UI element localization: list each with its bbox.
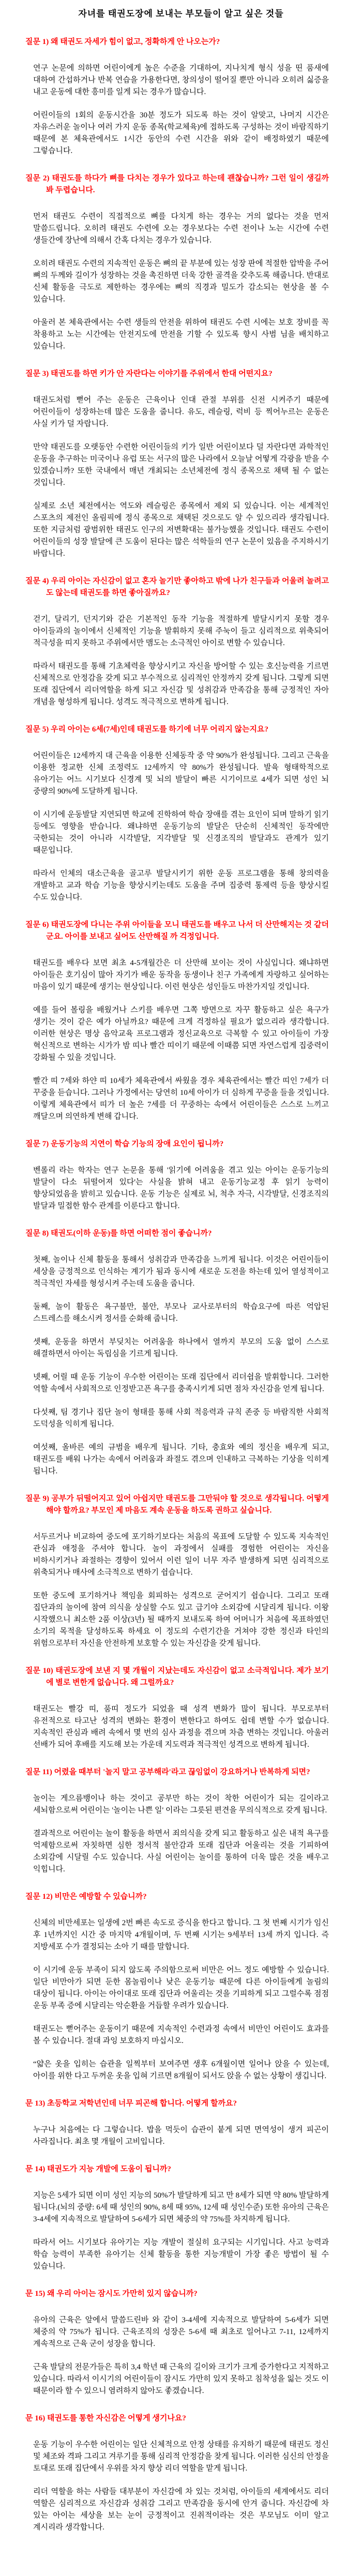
answer-paragraph: 걷기, 달리기, 던지기와 같은 기본적인 동작 기능을 적절하게 발달시키지 못할 경우 아이들과의 놀이에서 신체적인 기능을 발휘하지 못해 주눅이 들고 심리적으로 위축되어 적극성을 띠지 못하고 주위에서만 맴도는 소극적인 아이로 변할 수 있습니다. xyxy=(33,615,329,647)
qa-section xyxy=(25,724,329,904)
answer-paragraph: 이 시기에 운동발달 지연되면 학교에 진학하여 학습 장애를 겪는 요인이 되며 말하기 읽기 등에도 영향을 받습니다. 왜냐하면 운동기능의 발달은 단순히 신체적인 동작에만 국한되는 것이 아니라 시각발달, 지각발달 및 신경조직의 발달과도 관계가 있기 때문입니다. xyxy=(33,811,329,855)
answer-paragraph: 만약 태권도를 오랫동안 수련한 어린이들의 키가 일반 어린이보다 덜 자란다면 과학적인 운동을 추구하는 미국이나 유럽 또는 서구의 많은 나라에서 오늘날 어떻게 각광을 받을 수 있겠습니까? 또한 국내에서 매년 개최되는 소년체전에 정식 종목으로 채택 될 수 없는 것입니다. xyxy=(33,443,329,487)
qa-section xyxy=(25,368,329,560)
answer-paragraph: 근육 발달의 전문가들은 특히 3,4 학년 때 근육의 길이와 크기가 크게 증가한다고 지적하고 있습니다. 따라서 이시기의 어린이들이 잠시도 가만히 있지 못하고 침착성을 잃는 것도 이 때문이라 할 수 있으니 염려하지 않아도 좋겠습니다. xyxy=(33,2363,329,2395)
answer-paragraph: 따라서 인체의 대소근육을 골고루 발달시키기 위한 운동 프로그램을 통해 창의력을 개발하고 교과 학습 기능을 향상시키는데도 도움을 주며 집중력 통제력 등을 향상시킬 수도 있습니다. xyxy=(33,870,329,902)
qa-list xyxy=(25,36,329,2534)
answer-paragraph: 따라서 어느 시기보다 유아기는 지능 개발이 절실히 요구되는 시기입니다. 사고 능력과 학습 능력이 부족한 유아기는 신체 활동을 통한 지능개발이 가장 좋은 방법이 될 수 있습니다. xyxy=(33,2238,329,2270)
question-heading: 문 15) 왜 우리 아이는 잠시도 가만히 있지 않습니까? xyxy=(25,2290,198,2298)
answer-paragraph: 놀이는 게으름뱅이나 하는 것이고 공부만 하는 것이 착한 어린이가 되는 길이라고 세뇌함으로써 어린이는 '놀이는 나쁜 일' 이라는 그릇된 편견을 무의식적으로 갖게 됩니다. xyxy=(33,1794,329,1815)
question-heading: 질문 6) 태권도장에 다니는 주위 아이들을 모니 태권도를 배우고 나서 더 산만해지는 것 같더군요. 아이를 보내고 싶어도 산만해질 까 걱정입니다. xyxy=(25,921,329,941)
answer-paragraph: 누구나 처음에는 다 그렇습니다. 밥을 먹듯이 습관이 붙게 되면 면역성이 생겨 피곤이 사라집니다. 최초 몇 개월이 고비입니다. xyxy=(33,2126,329,2146)
answer-paragraph: 따라서 태권도를 통해 기초체력을 향상시키고 자신을 방어할 수 있는 호신능력을 기르면 신체적으로 안정감을 갖게 되고 부수적으로 심리적인 안정까지 갖게 됩니다. 그렇게 되면 또래 집단에서 리더역할을 하게 되고 자신감 및 성취감과 만족감을 통해 긍정적인 자아 개념을 형성하게 됩니다. 성격도 적극적으로 변하게 됩니다. xyxy=(33,662,329,706)
qa-section xyxy=(25,1766,329,1876)
qa-section xyxy=(25,2098,329,2148)
question-heading: 질문 4) 우리 아이는 자신감이 없고 혼자 놀기만 좋아하고 밖에 나가 친구들과 어울려 놀려고도 않는데 태권도를 하면 좋아질까요? xyxy=(25,577,329,597)
question-heading: 질문 9) 공부가 뒤떨어지고 있어 아쉽지만 태권도를 그만둬야 할 것으로 생각됩니다. 어떻게 해야 할까요? 부모인 제 마음도 계속 운동을 하도록 권하고 싶습니다. xyxy=(25,1495,329,1515)
page-title: 자녀를 태권도장에 보내는 부모들이 알고 싶은 것들 xyxy=(78,9,284,19)
question-heading: 질문 1) 왜 태권도 자세가 힘이 없고, 정확하게 안 나오는가? xyxy=(25,38,220,46)
question-heading: 문 14) 태권도가 지능 개발에 도움이 됩니까? xyxy=(25,2165,171,2173)
answer-paragraph: 이 시기에 운동 부족이 되지 않도록 주의함으로써 비만은 어느 정도 예방할 수 있습니다. 일단 비만아가 되면 둔한 몸놀림이나 낮은 운동기능 때문에 다른 아이들에게 놀림의 대상이 됩니다. 아이는 아이대로 또래 집단과 어울리는 것을 기피하게 되고 그럴수록 점점 운동 부족 증에 시달리는 악순환을 거듭할 우려가 있습니다. xyxy=(33,1966,329,2010)
answer-paragraph: 둘째, 놀이 활동은 욕구불만, 불안, 부모나 교사로부터의 학습요구에 따른 억압된 스트레스를 해소시켜 정서를 순화해 줍니다. xyxy=(33,1303,329,1323)
answer-paragraph: 결과적으로 어린이는 놀이 활동을 하면서 죄의식을 갖게 되고 활동하고 싶은 내적 욕구를 억제함으로써 자칫하면 심한 정서적 불안감과 또래 집단과 어울리는 것을 기피하여 소외감에 시달릴 수도 있습니다. 사실 어린이는 놀이를 통하여 더욱 많은 것을 배우고 익힙니다. xyxy=(33,1830,329,1873)
question-heading: 질문 7) 운동기능의 지연이 학습 기능의 장애 요인이 됩니까? xyxy=(25,1140,224,1148)
answer-paragraph: 서두르거나 비교하여 중도에 포기하기보다는 처음의 목표에 도달할 수 있도록 지속적인 관심과 애정을 주셔야 합니다. 놀이 과정에서 실패를 경험한 어린이는 자신을 비하시키거나 좌절하는 경향이 있어서 이런 일이 너무 자주 발생하게 되면 심리적으로 위축되거나 매사에 소극적으로 변하기 쉽습니다. xyxy=(33,1533,329,1577)
answer-paragraph: 유아의 근육은 앞에서 말씀드린바 와 같이 3-4세에 지속적으로 발달하여 5-6세가 되면 체중의 약 75%가 됩니다. 근육조직의 성장은 5-6세 때 최초로 일어나고 7-11, 12세까지 계속적으로 근육 군이 성장을 합니다. xyxy=(33,2316,329,2348)
qa-section xyxy=(25,2288,329,2397)
question-heading: 질문 11) 어렸을 때부터 '놀지 말고 공부해라'라고 끊임없이 강요하거나 반복하게 되면? xyxy=(25,1768,310,1776)
answer-paragraph: 태권도를 배우다 보면 최초 4-5개월간은 더 산만해 보이는 것이 사실입니다. 왜냐하면 아이들은 호기심이 많아 자기가 배운 동작을 동생이나 친구 가족에게 자랑하고 싶어하는 마음이 있기 때문에 생기는 현상입니다. 이런 현상은 성인들도 마찬가지일 것입니다. xyxy=(33,959,329,991)
answer-paragraph: 운동 기능이 우수한 어린이는 일단 신체적으로 안정 상태를 유지하기 때문에 태권도 정신 및 체조와 격파 그리고 겨루기를 통해 심리적 안정감을 찾게 됩니다. 이러한 심신의 안정을 토대로 또래 집단에서 우위를 차지 향상 리더 역할을 맡게 됩니다. xyxy=(33,2441,329,2473)
answer-paragraph: 벤롤리 라는 학자는 연구 논문을 통해 '읽기에 어려움을 겪고 있는 아이는 운동기능의 발달이 다소 뒤떨어져 있다'는 사실을 밝혀 내고 운동기능교정 후 읽기 능력이 향상되었음을 밝히고 있습니다. 운동 기능은 실제로 뇌, 척추 자극, 시각발달, 신경조직의 발달과 밀접한 함수 관계를 이룬다고 합니다. xyxy=(33,1166,329,1210)
qa-section xyxy=(25,1891,329,2082)
question-heading: 문 13) 초등학교 저학년인데 너무 피곤해 합니다. 어떻게 할까요? xyxy=(25,2099,237,2108)
answer-paragraph: 먼저 태권도 수련이 직접적으로 뼈를 다치게 하는 경우는 거의 없다는 것을 먼저 말씀드립니다. 오히려 태권도 수련에 오는 경우보다는 수련 전이나 노는 시간에 수련 생들간에 장난에 의해서 간혹 다치는 경우가 있습니다. xyxy=(33,212,329,245)
qa-section xyxy=(25,1665,329,1751)
answer-paragraph: 어린이들은 12세까지 대 근육을 이용한 신체동작 중 약 90%가 완성됩니다. 그리고 근육을 이용한 정교한 신체 조정력도 12세까지 약 80%가 완성됩니다. 발육 형태학적으로 유아기는 어느 시기보다 신경계 및 뇌의 발달이 빠른 시기이므로 4세가 되면 성인 뇌 중량의 90%에 도달하게 됩니다. xyxy=(33,752,329,796)
qa-section xyxy=(25,1138,329,1212)
answer-paragraph: 태권도는 뻗어주는 운동이기 때문에 지속적인 수련과정 속에서 비만인 어린이도 효과를 볼 수 있습니다. 절대 과잉 보호하지 마십시오. xyxy=(33,2025,329,2045)
answer-paragraph: 어린이들의 1회의 운동시간을 30분 정도가 되도록 하는 것이 알맞고, 나머지 시간은 자유스러운 놀이나 여러 가지 운동 종목(학교체육)에 접하도록 구성하는 것이 바람직하기 때문에 본 체육관에서도 1시간 동안의 수련 시간을 위와 같이 배정하였기 때문에 그렇습니다. xyxy=(33,111,329,155)
answer-paragraph: 아울러 본 체육관에서는 수련 생들의 안전을 위하여 태권도 수련 시에는 보호 장비를 꼭 착용하고 노는 시간에는 안전지도에 만전을 기할 수 있도록 향시 사범 님을 배치하고 있습니다. xyxy=(33,318,329,350)
answer-paragraph: 첫째, 놀이나 신체 활동을 통해서 성취감과 만족감을 느끼게 됩니다. 이것은 어린이들이 세상을 긍정적으로 인식하는 계기가 됨과 동시에 새로운 도전을 하는데 있어 열성적이고 적극적인 자세를 형성시켜 주는데 도움을 줍니다. xyxy=(33,1256,329,1288)
answer-paragraph: 넷째, 어릴 때 운동 기능이 우수한 어린이는 또래 집단에서 리더쉽을 발휘합니다. 그러한 역할 속에서 사회적으로 인정받고픈 욕구를 충족시키게 되면 점차 자신감을 얻게 됩니다. xyxy=(33,1373,329,1393)
question-heading: 질문 10) 태권도장에 보낸 지 몇 개월이 지났는데도 자신감이 없고 소극적입니다. 제가 보기에 별로 변한게 없습니다. 왜 그럴까요? xyxy=(25,1667,329,1687)
answer-paragraph: 다섯째, 팀 경기나 집단 놀이 형태를 통해 사회 적응력과 규칙 존중 등 바람직한 사회적 도덕성을 익히게 됩니다. xyxy=(33,1408,329,1428)
qa-section xyxy=(25,1228,329,1477)
answer-paragraph: 빨간 띠 7세와 하얀 띠 10세가 체육관에서 싸웠을 경우 체육관에서는 빨간 띠인 7세가 더 꾸중을 듣습니다. 그러나 가정에서는 당연히 10세 아이가 더 심하게 꾸증을 들을 것입니다. 이렇게 체육관에서 띠가 더 높은 7세를 더 꾸중하는 속에서 어린이들은 스스로 느끼고 깨달으며 의연하게 변해 갑니다. xyxy=(33,1077,329,1121)
question-heading: 질문 3) 태권도를 하면 키가 안 자란다는 이야기를 주위에서 한대 어떤지요? xyxy=(25,370,273,378)
question-heading: 문 16) 태권도를 통한 자신감은 어떻게 생기나요? xyxy=(25,2414,186,2422)
answer-paragraph: 리더 역할을 하는 사람들 대부분이 자신감에 차 있는 것처럼, 아이들의 세계에서도 리더 역할은 심리적으로 자신감과 성취감 그리고 만족감을 동시에 안겨 줍니다. 자신감에 차 있는 아이는 세상을 보는 눈이 긍정적이고 진취적이라는 것은 부모님도 이미 알고 계시리라 생각합니다. xyxy=(33,2488,329,2532)
question-heading: 질문 12) 비만은 예방할 수 있습니까? xyxy=(25,1893,147,1901)
answer-paragraph: 신체의 비만세포는 일생에 2번 빠른 속도로 증식을 한다고 합니다. 그 첫 번째 시기가 임신 후 1년까지인 시간 중 마지막 4개월이며, 두 번째 시기는 9세부터 13세 까지 입니다. 즉 지방세포 수가 결정되는 소아 기 때를 말합니다. xyxy=(33,1919,329,1951)
question-heading: 질문 5) 우리 아이는 6세(7세)인데 태권도를 하기에 너무 어리지 않는지요? xyxy=(25,725,268,734)
answer-paragraph: 지능은 5세가 되면 이미 성인 지능의 50%가 발달하게 되고 만 8세가 되면 약 80% 발달하게 됩니다.(뇌의 중량: 6세 때 성인의 90%, 8세 때 95%, 12세 때 성인수준) 또한 유아의 근육은 3-4세에 지속적으로 발달하여 5-6세가 되면 체중의 약 75%를 차지하게 됩니다. xyxy=(33,2191,329,2223)
qa-section xyxy=(25,1493,329,1650)
qa-section xyxy=(25,173,329,353)
answer-paragraph: 예를 들어 볼링을 배웠거나 스키를 배우면 그쪽 방면으로 자꾸 활동하고 싶은 욕구가 생기는 것이 같은 예가 아닐까요? 때문에 크게 걱정하실 필요가 없으리라 생각합니다. 이러한 현상은 명상 음악교육 프로그램과 정신교육으로 극복할 수 있고 아이들이 가장 혁신적으로 변하는 시가가 밤 띠나 빨간 띠이기 때문에 이때쯤 되면 자연스럽게 집중력이 강화될 수 있을 것입니다. xyxy=(33,1006,329,1062)
answer-paragraph: “얇은 옷을 입히는 습관을 일찍부터 보여주면 생후 6개월이면 일어나 앉을 수 있는데, 아이를 위한 다고 두꺼운 옷을 입혀 기르면 8개월이 되서도 앉을 수 없는 상황이 생깁니다. xyxy=(33,2060,329,2080)
answer-paragraph: 연구 논문에 의하면 어린이에게 높은 수준을 기대하여, 지나치게 형식 성을 띤 품새에 대하여 간섭하거나 반복 연습을 가용한다면, 창의성이 떨어질 뿐만 아니라 오히려 싫증을 내고 운동에 대한 흥미를 일게 되는 경우가 많습니다. xyxy=(33,64,329,96)
qa-section xyxy=(25,2163,329,2273)
answer-paragraph: 태권도처럼 뻗어 주는 운동은 근육이나 인대 관절 부위를 신전 시켜주기 때문에 어린이들이 성장하는데 많은 도움을 줍니다. 유도, 레슬링, 럭비 등 찍어누르는 운동은 사실 키가 덜 자랍니다. xyxy=(33,396,329,428)
answer-paragraph: 또한 중도에 포기하거나 책임을 회피하는 성격으로 굳어지기 쉽습니다. 그리고 또래 집단과의 놀이에 참여 의식을 상실할 수도 있고 급기야 소외감에 시달리게 됩니다. 이왕 시작했으니 최소한 2품 이상(3년) 될 때까지 보내도록 하여 어머니가 처음에 목표하였던 소기의 목적을 달성하도록 하세요 이 정도의 수련기간을 거쳐야 강한 정신과 타인의 위험으로부터 자신을 안전하게 보호할 수 있는 자신감을 갖게 됩니다. xyxy=(33,1592,329,1648)
answer-paragraph: 태권도는 빨강 띠, 품띠 정도가 되었을 때 성격 변화가 많이 됩니다. 부모로부터 유전적으로 타고난 성격의 변화는 환경이 변한다고 하여도 쉽데 변할 수가 없습니다. 지속적인 관심과 배려 속에서 몇 번의 심사 과정을 겪으며 차츰 변하는 것입니다. 아울러 선배가 되어 후배를 지도해 보는 가운데 지도력과 적극적인 성격으로 변하게 됩니다. xyxy=(33,1705,329,1749)
answer-paragraph: 여섯째, 올바른 예의 규범을 배우게 됩니다. 기타, 충효와 예의 정신을 배우게 되고, 태권도를 배워 나가는 속에서 어려움과 좌절도 겪으며 인내하고 극복하는 기상을 익히게 됩니다. xyxy=(33,1443,329,1475)
question-heading: 질문 2) 태권도를 하다가 뼈를 다치는 경우가 있다고 하는데 괜찮습니까? 그런 일이 생길까 봐 두렵습니다. xyxy=(25,174,329,194)
answer-paragraph: 셋째, 운동을 하면서 부딪치는 어려움을 하나에서 열까지 부모의 도움 없이 스스로 해결하면서 아이는 독립심을 기르게 됩니다. xyxy=(33,1338,329,1358)
qa-section xyxy=(25,36,329,157)
answer-paragraph: 오히려 태권도 수련의 지속적인 운동은 뼈의 끝 부분에 있는 성장 판에 적절한 압박을 주어 뼈의 두께와 길이가 성장하는 것을 촉진하면 더욱 강한 골격을 갖추도록 해줍니다. 반대로 신체 활동을 극도로 제한하는 경우에는 뼈의 직경과 밀도가 감소되는 현상을 볼 수 있습니다. xyxy=(33,260,329,303)
qa-section xyxy=(25,919,329,1123)
question-heading: 질문 8) 태권도(이하 운동)를 하면 어떠한 점이 좋습니까? xyxy=(25,1229,212,1238)
answer-paragraph: 실제로 소년 체전에서는 역도와 레슬링은 종목에서 제외 되 있습니다. 이는 세계적인 스포츠의 제전인 올림픽에 정식 종목으로 채택된 것으로도 알 수 있으리라 생각됩니다. 또한 지금처럼 광범위한 태권도 인구의 저변확대는 불가능했을 것입니다. 태권도 수련이 어린이들의 성장 발달에 큰 도움이 된다는 많은 석학들의 연구 논문이 있음을 주지하시기 바랍니다. xyxy=(33,502,329,558)
qa-section xyxy=(25,575,329,708)
qa-section xyxy=(25,2413,329,2534)
